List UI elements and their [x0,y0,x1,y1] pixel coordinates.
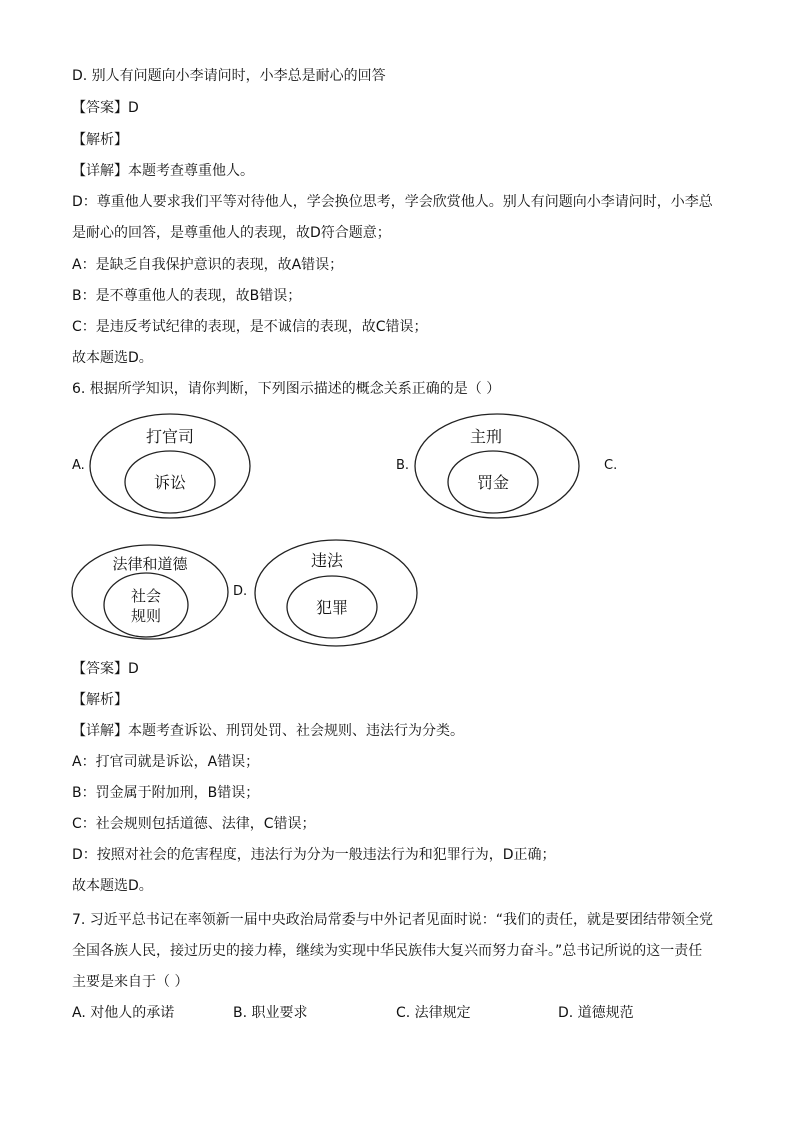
q7-option-a: A. 对他人的承诺 [72,1005,175,1021]
q5-analysis-heading: 【解析】 [72,132,128,148]
diagram-c-inner-ellipse [104,573,188,637]
diagram-c-inner-label-line1: 社会 [130,587,162,605]
diagram-b-inner-label: 罚金 [476,473,510,492]
q5-explanation-c: C：是违反考试纪律的表现，是不诚信的表现，故C错误； [72,319,428,335]
q5-explanation-d-line1: D：尊重他人要求我们平等对待他人，学会换位思考，学会欣赏他人。别人有问题向小李请问时，小李总 [72,194,713,210]
q7-option-c: C. 法律规定 [396,1005,471,1021]
q5-explanation-a: A：是缺乏自我保护意识的表现，故A错误； [72,257,344,273]
diagram-d-inner-label: 犯罪 [315,598,349,617]
q5-detail: 【详解】本题考查尊重他人。 [72,163,254,179]
q6-explanation-a: A：打官司就是诉讼，A错误； [72,754,260,770]
q5-explanation-d-line2: 是耐心的回答，是尊重他人的表现，故D符合题意； [72,225,391,241]
diagram-c-outer-label: 法律和道德 [112,555,188,573]
q6-diagram-b [414,412,584,522]
q6-stem: 6. 根据所学知识，请你判断，下列图示描述的概念关系正确的是（ ） [72,381,501,397]
q6-diagram-d [254,538,424,648]
q6-diagram-a [88,412,258,522]
q6-answer: 【答案】D [72,661,139,677]
q7-option-b: B. 职业要求 [233,1005,308,1021]
q6-option-b-letter: B. [396,458,410,473]
q6-conclusion: 故本题选D。 [72,878,153,894]
diagram-c-inner-label-line2: 规则 [130,607,162,625]
q6-option-a-letter: A. [72,458,85,473]
q6-option-d-letter: D. [233,584,248,599]
q6-explanation-c: C：社会规则包括道德、法律，C错误； [72,816,316,832]
q7-option-d: D. 道德规范 [558,1005,634,1021]
q6-diagram-c [70,543,230,643]
diagram-a-outer-label: 打官司 [145,427,195,446]
q6-explanation-d: D：按照对社会的危害程度，违法行为分为一般违法行为和犯罪行为，D正确； [72,847,556,863]
q6-detail: 【详解】本题考查诉讼、刑罚处罚、社会规则、违法行为分类。 [72,723,464,739]
q5-conclusion: 故本题选D。 [72,350,153,366]
q6-option-c-letter: C. [604,458,618,473]
diagram-a-inner-label: 诉讼 [153,473,187,492]
q7-stem-line2: 全国各族人民，接过历史的接力棒，继续为实现中华民族伟大复兴而努力奋斗。”总书记所说的这一责任 [72,943,703,959]
q7-stem-line3: 主要是来自于（ ） [72,974,189,990]
q5-answer: 【答案】D [72,100,139,116]
q7-stem-line1: 7. 习近平总书记在率领新一届中央政治局常委与中外记者见面时说：“我们的责任，就是要团结带领全党 [72,912,714,928]
diagram-d-outer-label: 违法 [310,551,344,570]
q5-option-d: D. 别人有问题向小李请问时，小李总是耐心的回答 [72,68,386,84]
q6-explanation-b: B：罚金属于附加刑，B错误； [72,785,260,801]
q5-explanation-b: B：是不尊重他人的表现，故B错误； [72,288,302,304]
diagram-b-outer-label: 主刑 [469,427,503,446]
q6-analysis-heading: 【解析】 [72,692,128,708]
